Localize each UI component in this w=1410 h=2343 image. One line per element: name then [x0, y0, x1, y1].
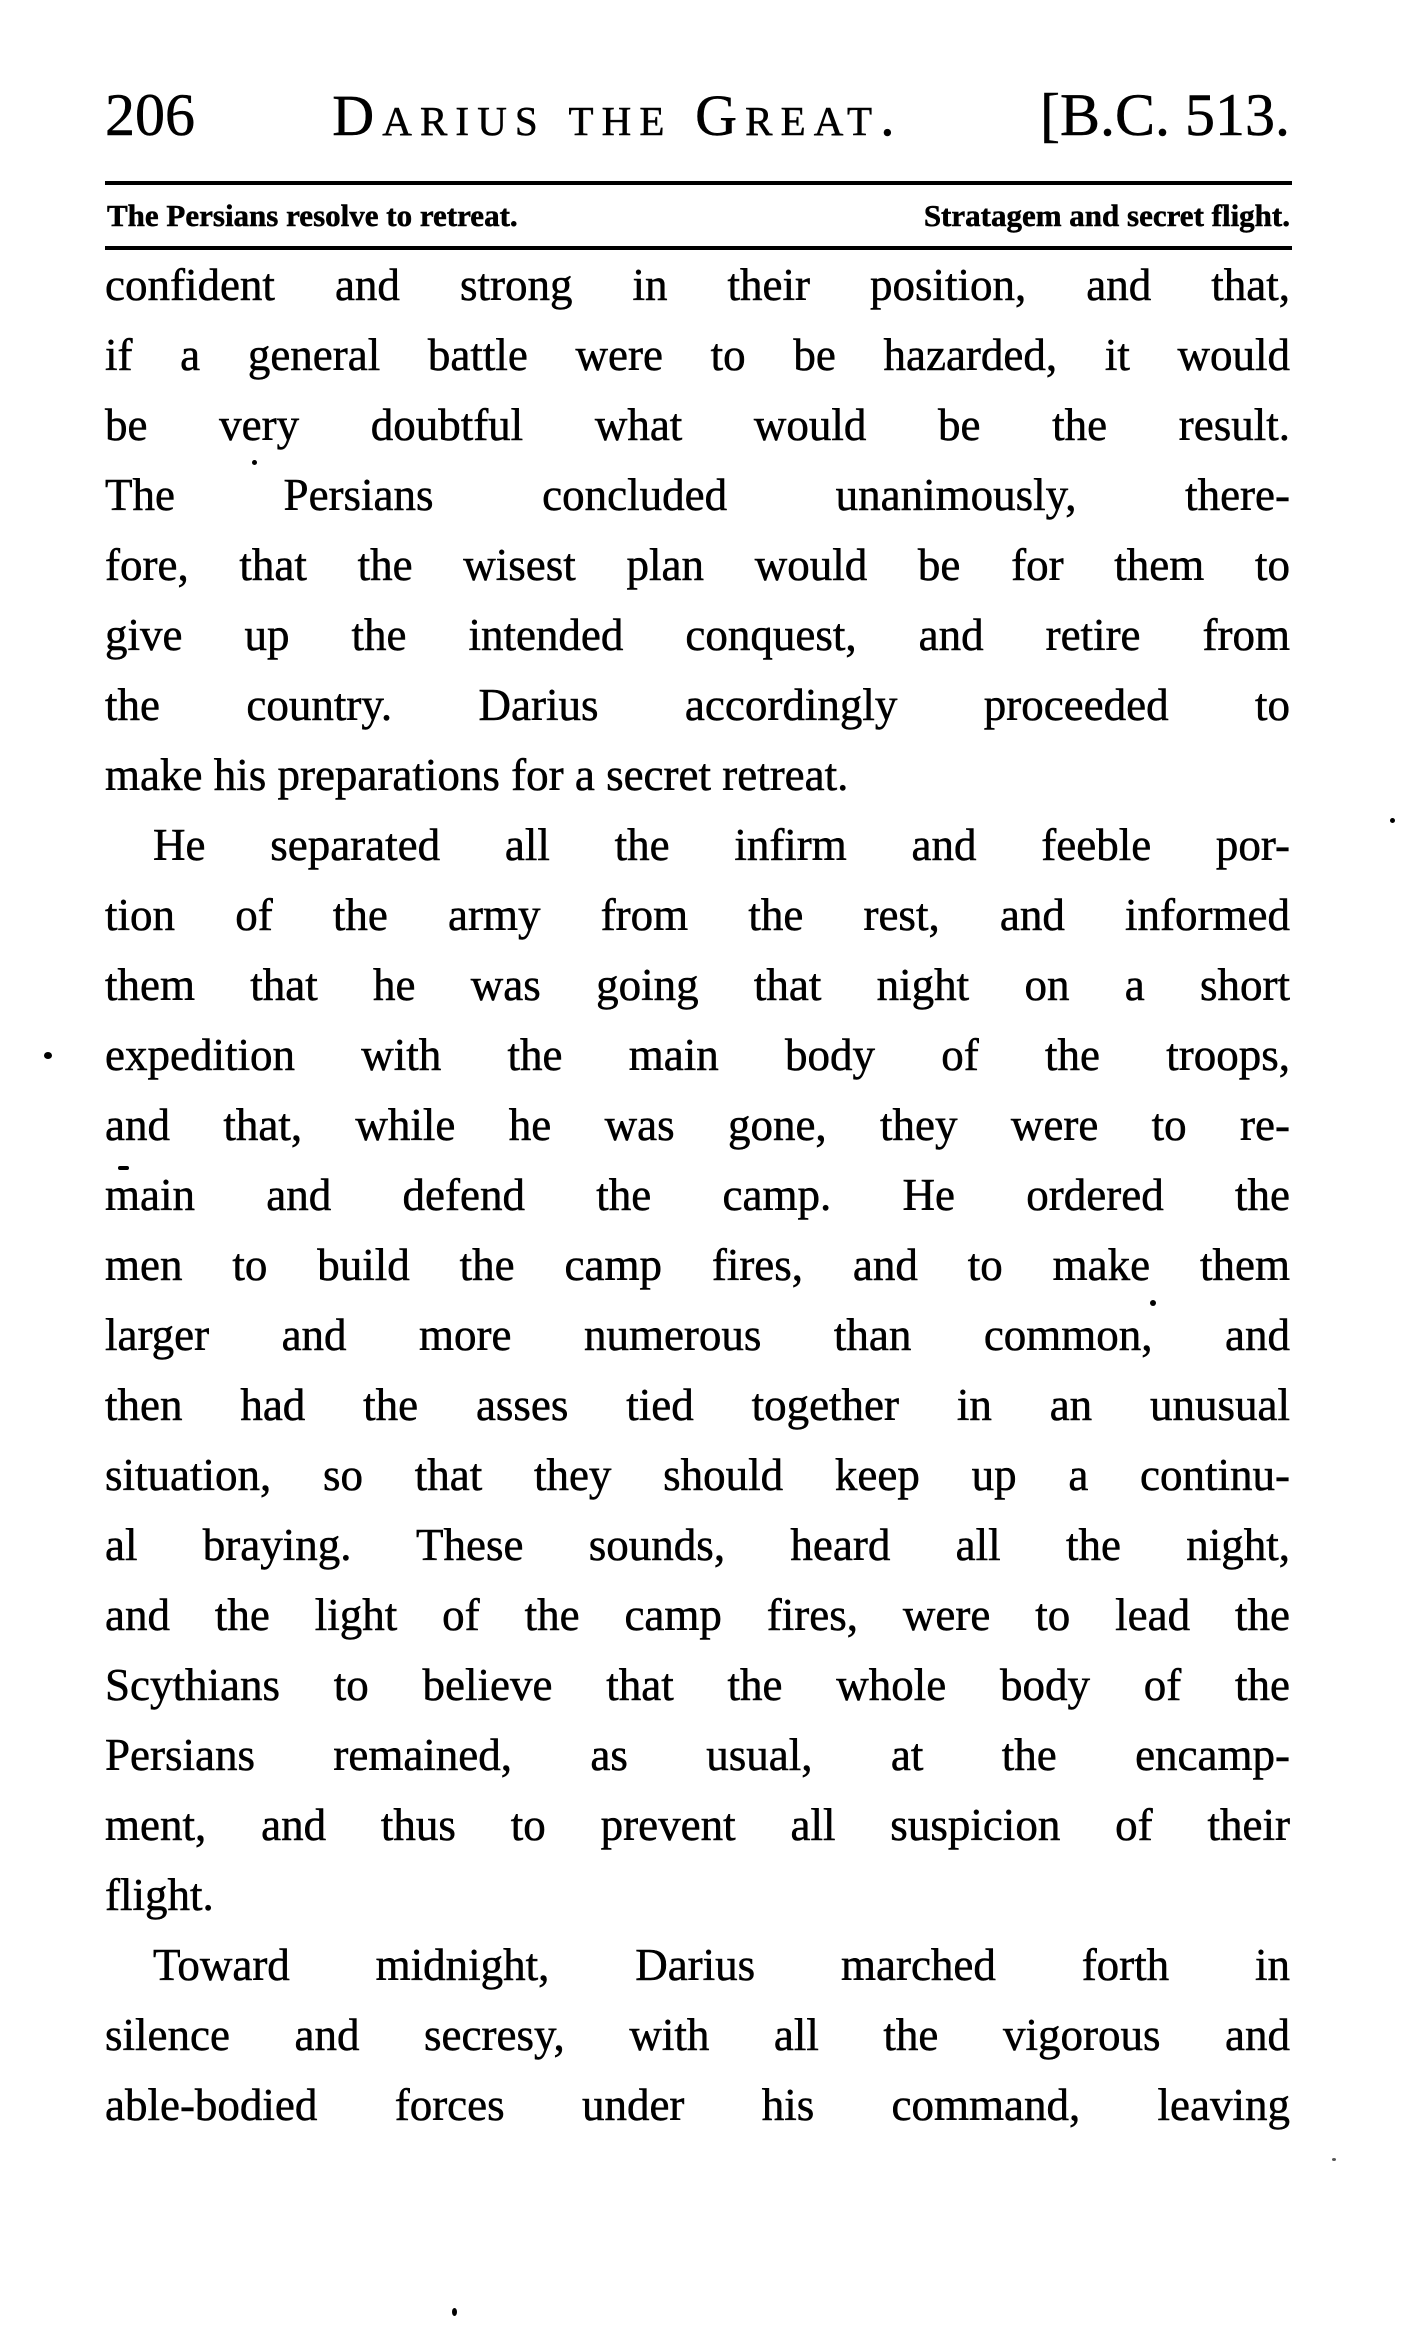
date-label: [B.C. 513. — [1039, 82, 1290, 148]
header-rule-top — [105, 181, 1292, 185]
scan-speck-5 — [1150, 1300, 1156, 1306]
text-line: be very doubtful what would be the result. — [105, 400, 1290, 450]
text-line: main and defend the camp. He ordered the — [105, 1170, 1290, 1220]
text-line: flight. — [105, 1870, 214, 1920]
text-line: fore, that the wisest plan would be for them to — [105, 540, 1290, 590]
running-head-left: The Persians resolve to retreat. — [107, 198, 518, 233]
text-line: able-bodied forces under his command, leaving — [105, 2080, 1290, 2130]
text-line: tion of the army from the rest, and informed — [105, 890, 1290, 940]
text-line: larger and more numerous than common, and — [105, 1310, 1290, 1360]
text-line: the country. Darius accordingly proceeded to — [105, 680, 1290, 730]
book-title: Darius the Great. — [332, 83, 903, 148]
text-line: ment, and thus to prevent all suspicion of their — [105, 1800, 1290, 1850]
text-line: give up the intended conquest, and retire from — [105, 610, 1290, 660]
text-line: if a general battle were to be hazarded, it would — [105, 330, 1290, 380]
text-line: situation, so that they should keep up a continu- — [105, 1450, 1290, 1500]
body-text — [105, 250, 1290, 2140]
text-line: Persians remained, as usual, at the encamp- — [105, 1730, 1290, 1780]
text-line: and the light of the camp fires, were to lead the — [105, 1590, 1290, 1640]
text-line: make his preparations for a secret retreat. — [105, 750, 849, 800]
paragraph-1 — [105, 250, 1290, 810]
text-line: and that, while he was gone, they were to re- — [105, 1100, 1290, 1150]
text-line: The Persians concluded unanimously, there- — [105, 470, 1290, 520]
text-line: al braying. These sounds, heard all the night, — [105, 1520, 1290, 1570]
text-line: then had the asses tied together in an unusual — [105, 1380, 1290, 1430]
paragraph-2 — [105, 810, 1290, 1930]
scan-speck-2 — [1390, 818, 1395, 823]
scan-speck-7 — [452, 2308, 457, 2316]
scan-speck-1 — [252, 460, 257, 465]
text-line: Scythians to believe that the whole body of the — [105, 1660, 1290, 1710]
text-line: them that he was going that night on a short — [105, 960, 1290, 1010]
text-line: men to build the camp fires, and to make them — [105, 1240, 1290, 1290]
paragraph-3 — [105, 1930, 1290, 2140]
text-line: silence and secresy, with all the vigorous and — [105, 2010, 1290, 2060]
scan-speck-6 — [1332, 2158, 1336, 2161]
page-number: 206 — [105, 82, 195, 148]
running-heads — [107, 194, 1290, 238]
text-line: expedition with the main body of the troops, — [105, 1030, 1290, 1080]
scan-speck-4 — [118, 1166, 129, 1170]
scan-speck-3 — [44, 1052, 52, 1059]
running-head-right: Stratagem and secret flight. — [923, 198, 1290, 233]
page-header — [105, 82, 1290, 148]
text-line: Toward midnight, Darius marched forth in — [153, 1940, 1290, 1990]
text-line: confident and strong in their position, and that, — [105, 260, 1290, 310]
text-line: He separated all the infirm and feeble por- — [153, 820, 1290, 870]
